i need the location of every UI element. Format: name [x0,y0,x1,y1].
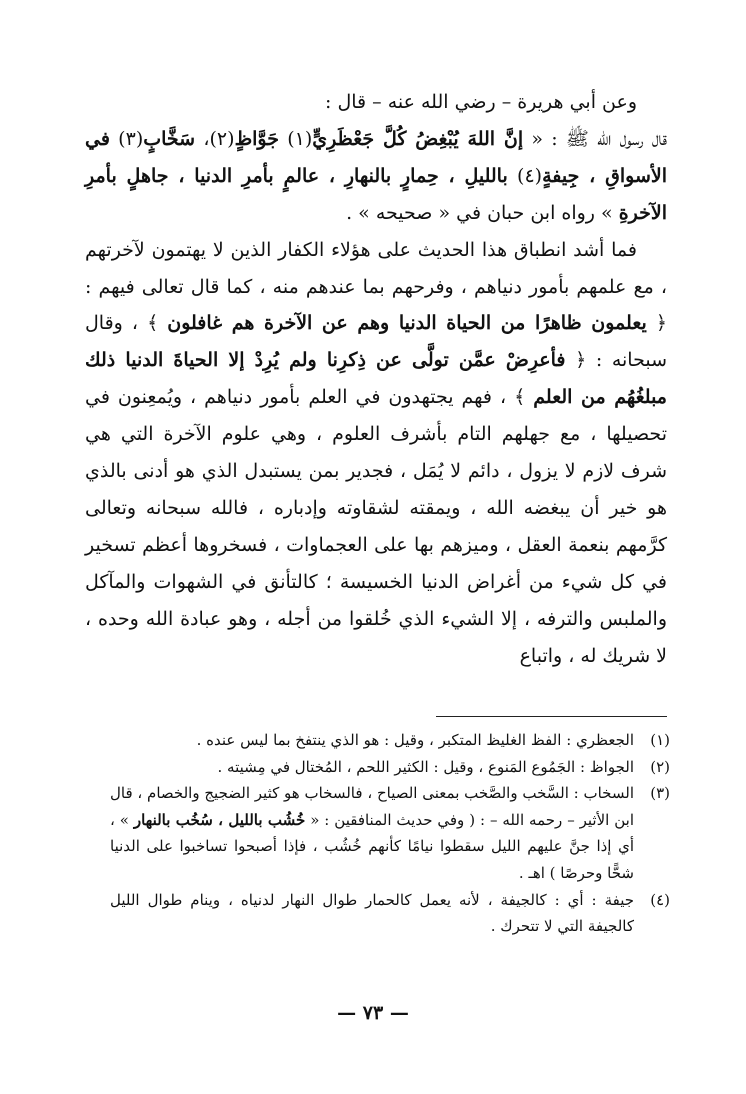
page-number: — ٧٣ — [337,1002,409,1024]
quran-quote-1: يعلمون ظاهرًا من الحياة الدنيا وهم عن الآخرة هم غافلون [167,312,647,335]
footnote-number: (٢) [650,757,670,776]
footnote-divider [436,716,667,717]
footnotes [110,727,670,940]
footnote-text: جيفة : أي : كالجيفة ، لأنه يعمل كالحمار طوال النهار لدنياه ، وينام طوال الليل كالجيفة التي لا تتحرك . [110,890,634,936]
paragraph-hadith [85,84,667,232]
footnote-text-part-2: » ، أي إذا جنَّ عليهم الليل سقطوا نيامًا كأنهم خُشُب ، فإذا أصبحوا تساخبوا على الدنيا شحًّا وحرصًا ) اهـ . [110,810,634,882]
footnote-ref-1: (١) [278,127,313,150]
footnote-number: (٣) [650,784,670,803]
footnote-4 [110,887,670,940]
main-text [85,84,667,675]
quran-quote-2: فأعرِضْ عمَّن تولَّى عن ذِكرِنا ولم يُرِدْ إلا الحياةَ الدنيا ذلك مبلغُهُم من العلم [85,349,667,409]
footnote-number: (١) [650,731,670,749]
footnote-number: (٤) [650,890,670,909]
footnote-ref-2: (٢)، [195,127,235,150]
footnote-3 [110,780,670,886]
commentary-text-1: فما أشد انطباق هذا الحديث على هؤلاء الكفار الذين لا يهتمون لآخرتهم ، مع علمهم بأمور دنياهم ، وفرحهم بما عندهم منه ، كما قال تعالى فيهم : ﴿ [85,238,667,335]
hadith-intro: قال رسول الله ﷺ : « [523,127,667,150]
footnote-text: الجعظري : الفظ الغليظ المتكبر ، وقيل : هو الذي ينتفخ بما ليس عنده . [196,731,634,749]
footnote-text [110,780,634,886]
paragraph-commentary [85,232,667,675]
hadith-source: » رواه ابن حبان في « صحيحه » . [346,201,619,224]
commentary-text-2: ﴾ ، وقال سبحانه : ﴿ [85,312,667,372]
footnote-ref-4: (٤) [507,164,543,187]
hadith-text-4: في الأسواقِ ، جِيفةٍ [85,127,668,187]
hadith-narrator-line: وعن أبي هريرة – رضي الله عنه – قال : [325,91,637,113]
footnote-ref-3: (٣) [109,127,144,150]
commentary-text-3: ﴾ ، فهم يجتهدون في العلم بأمور دنياهم ، ويُمعِنون في تحصيلها ، مع جهلهم التام بأشرف العلوم ، وهي علوم الآخرة التي هي شرف لازم لا يزول ، دائم لا يُمَل ، فجدير بمن يستبدل الذي هو أدنى بالذي هو خير أن يبغضه الله ، ويمقته لشقاوته وإدباره ، فالله سبحانه وتعالى كرَّمهم بنعمة العقل ، وميزهم بها على العجماوات ، فسخروها أعظم تسخير في كل شيء من أغراض الدنيا الخسيسة ؛ كالتأنق في الشهوات والمآكل والملبس والترفه ، إلا الشيء الذي خُلقوا من أجله ، وهو عبادة الله وحده ، لا شريك له ، واتباع [85,386,667,667]
footnote-text-part-1: السخاب : السَّخب والصَّخب بمعنى الصياح ، فالسخاب هو كثير الضجيج والخصام ، قال ابن الأثير – رحمه الله – : ( وفي حديث المنافقين : « [110,784,634,829]
footnote-text: الجواظ : الجَمُوع المَنوع ، وقيل : الكثير اللحم ، المُختال في مِشيته . [217,757,634,776]
hadith-text-2: جَوَّاظٍ [234,127,279,150]
footnote-2 [110,754,670,781]
hadith-text-5: بالليلِ ، حِمارٍ بالنهارِ ، عالمٍ بأمرِ الدنيا ، جاهلٍ بأمرِ الآخرةِ [85,164,667,224]
footnote-hadith-quote: خُشُب بالليل ، سُخُب بالنهار [133,810,306,829]
hadith-text-3: سَخَّابٍ [143,127,196,150]
hadith-text-1: إنَّ اللهَ يُبْغِضُ كُلَّ جَعْظَرِيٍّ [312,127,524,150]
footnote-1 [110,727,670,754]
